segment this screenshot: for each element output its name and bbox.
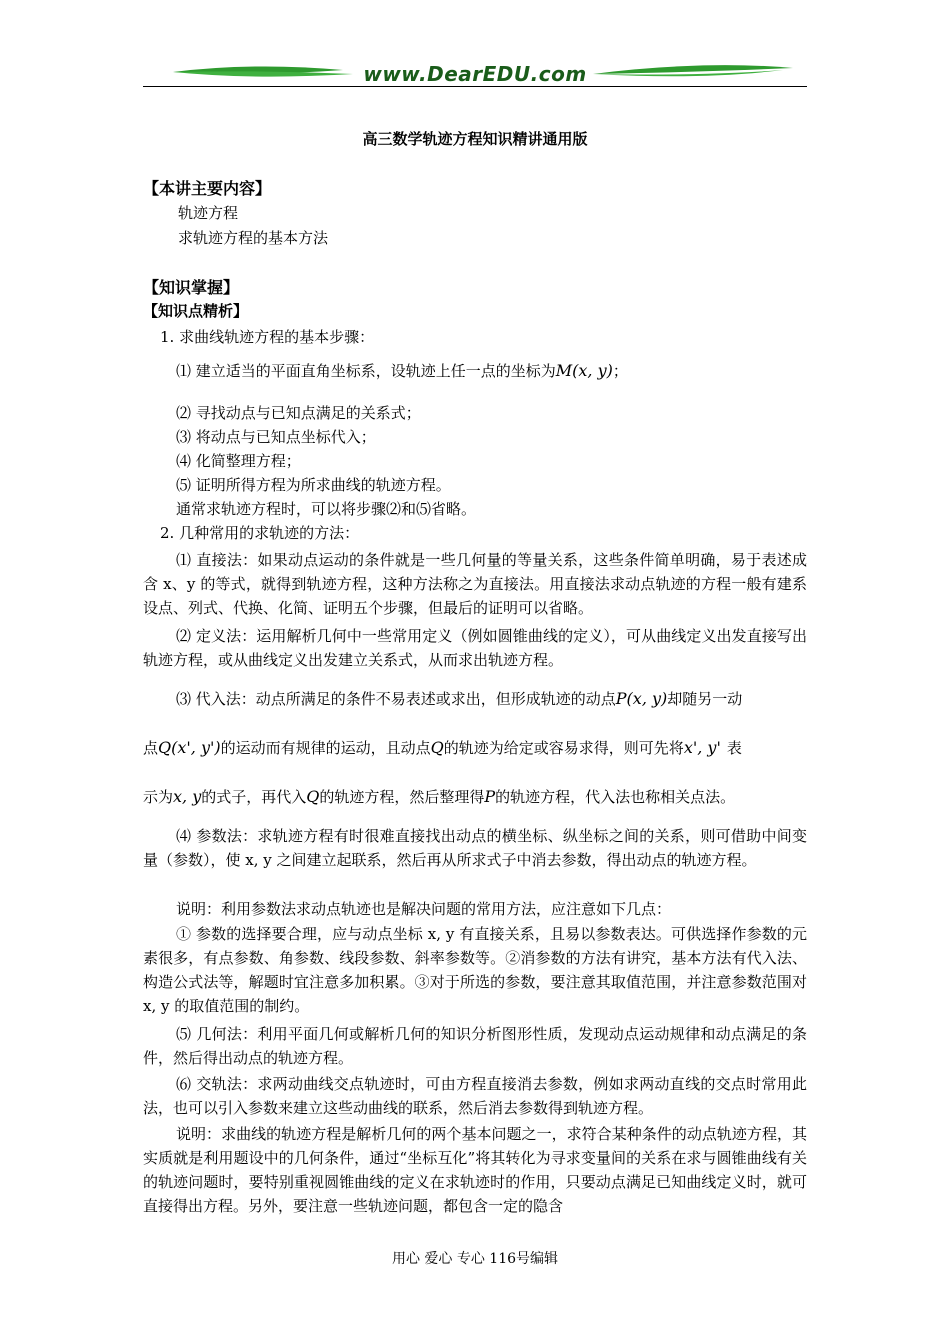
method-3-text-e: 的轨迹为给定或容易求得，则可先将 bbox=[443, 739, 684, 757]
method-3-text-f: 表 bbox=[726, 739, 742, 757]
method-3-math-xy: x, y bbox=[173, 787, 202, 806]
method-3-text-c: 点 bbox=[143, 739, 159, 757]
header-rule bbox=[143, 86, 807, 87]
methods-intro: 2. 几种常用的求轨迹的方法： bbox=[160, 524, 360, 542]
method-1: ⑴ 直接法：如果动点运动的条件就是一些几何量的等量关系，这些条件简单明确，易于表述成含 x、y 的等式，就得到轨迹方程，这种方法称之为直接法。用直接法求动点轨迹的方程一般有建系设点、列式、代换、化简、证明五个步骤，但最后的证明可以省略。 bbox=[143, 551, 807, 617]
steps-intro: 1. 求曲线轨迹方程的基本步骤： bbox=[160, 328, 375, 346]
method-5: ⑸ 几何法：利用平面几何或解析几何的知识分析图形性质，发现动点运动规律和动点满足的条件，然后得出动点的轨迹方程。 bbox=[143, 1025, 807, 1067]
step-2: ⑵ 寻找动点与已知点满足的关系式； bbox=[176, 404, 421, 422]
method-3-math-q: Q(x', y') bbox=[158, 738, 221, 757]
method-3-line-2 bbox=[143, 737, 742, 759]
step-1-math: M(x, y) bbox=[555, 361, 613, 380]
step-1-suffix: ； bbox=[612, 362, 628, 380]
method-3-line-1 bbox=[176, 688, 742, 710]
method-3-math-p: P(x, y) bbox=[615, 689, 668, 708]
logo-text: www.DearEDU.com bbox=[363, 62, 587, 86]
step-5: ⑸ 证明所得方程为所求曲线的轨迹方程。 bbox=[176, 476, 451, 494]
step-1 bbox=[176, 360, 628, 382]
method-3-text-i: 的轨迹方程，然后整理得 bbox=[319, 788, 485, 806]
main-item-2: 求轨迹方程的基本方法 bbox=[178, 229, 329, 247]
method-3-line-3 bbox=[143, 786, 735, 808]
step-3: ⑶ 将动点与已知点坐标代入； bbox=[176, 428, 376, 446]
section-heading-main: 【本讲主要内容】 bbox=[143, 179, 272, 198]
method-3-text-h: 的式子，再代入 bbox=[201, 788, 307, 806]
page-footer: 用心 爱心 专心 116号编辑 bbox=[391, 1251, 559, 1267]
steps-note: 通常求轨迹方程时，可以将步骤⑵和⑸省略。 bbox=[176, 500, 477, 518]
section-heading-knowledge: 【知识掌握】 bbox=[143, 278, 240, 297]
step-1-text: ⑴ 建立适当的平面直角坐标系，设轨迹上任一点的坐标为 bbox=[176, 362, 556, 380]
step-4: ⑷ 化简整理方程； bbox=[176, 452, 301, 470]
method-3-text-g: 示为 bbox=[143, 788, 174, 806]
method-3-text-b: 却随另一动 bbox=[667, 690, 743, 708]
method-3-text-a: ⑶ 代入法：动点所满足的条件不易表述或求出，但形成轨迹的动点 bbox=[176, 690, 616, 708]
method-3-math-p2: P bbox=[484, 787, 496, 806]
section-subheading: 【知识点精析】 bbox=[143, 302, 249, 320]
method-4-points: ① 参数的选择要合理，应与动点坐标 x, y 有直接关系，且易以参数表达。可供选择作参数的元素很多，有点参数、角参数、线段参数、斜率参数等。②消参数的方法有讲究，基本方法有代入法、构造公式法等，解题时宜注意多加积累。③对于所选的参数，要注意其取值范围，并注意参数范围对 x, y 的取值范围的制约。 bbox=[143, 925, 807, 1015]
method-3-math-q2: Q bbox=[430, 738, 444, 757]
method-4: ⑷ 参数法：求轨迹方程有时很难直接找出动点的横坐标、纵坐标之间的关系，则可借助中间变量（参数），使 x, y 之间建立起联系，然后再从所求式子中消去参数，得出动点的轨迹方程。 bbox=[143, 827, 807, 869]
method-3-math-q3: Q bbox=[306, 787, 320, 806]
page-title: 高三数学轨迹方程知识精讲通用版 bbox=[362, 130, 588, 148]
main-item-1: 轨迹方程 bbox=[178, 204, 239, 222]
method-3-text-d: 的运动而有规律的运动，且动点 bbox=[220, 739, 431, 757]
final-note: 说明：求曲线的轨迹方程是解析几何的两个基本问题之一，求符合某种条件的动点轨迹方程，其实质就是利用题设中的几何条件，通过“坐标互化”将其转化为寻求变量间的关系在求与圆锥曲线有关的轨迹问题时，要特别重视圆锥曲线的定义在求轨迹时的作用，只要动点满足已知曲线定义时，就可直接得出方程。另外，要注意一些轨迹问题，都包含一定的隐含 bbox=[143, 1125, 807, 1215]
method-2: ⑵ 定义法：运用解析几何中一些常用定义（例如圆锥曲线的定义），可从曲线定义出发直接写出轨迹方程，或从曲线定义出发建立关系式，从而求出轨迹方程。 bbox=[143, 627, 807, 669]
method-3-math-xy-prime: x', y' bbox=[683, 738, 721, 757]
method-4-note: 说明：利用参数法求动点轨迹也是解决问题的常用方法，应注意如下几点： bbox=[176, 900, 672, 918]
method-3-text-j: 的轨迹方程，代入法也称相关点法。 bbox=[495, 788, 736, 806]
method-6: ⑹ 交轨法：求两动曲线交点轨迹时，可由方程直接消去参数，例如求两动直线的交点时常用此法，也可以引入参数来建立这些动曲线的联系，然后消去参数得到轨迹方程。 bbox=[143, 1075, 807, 1117]
